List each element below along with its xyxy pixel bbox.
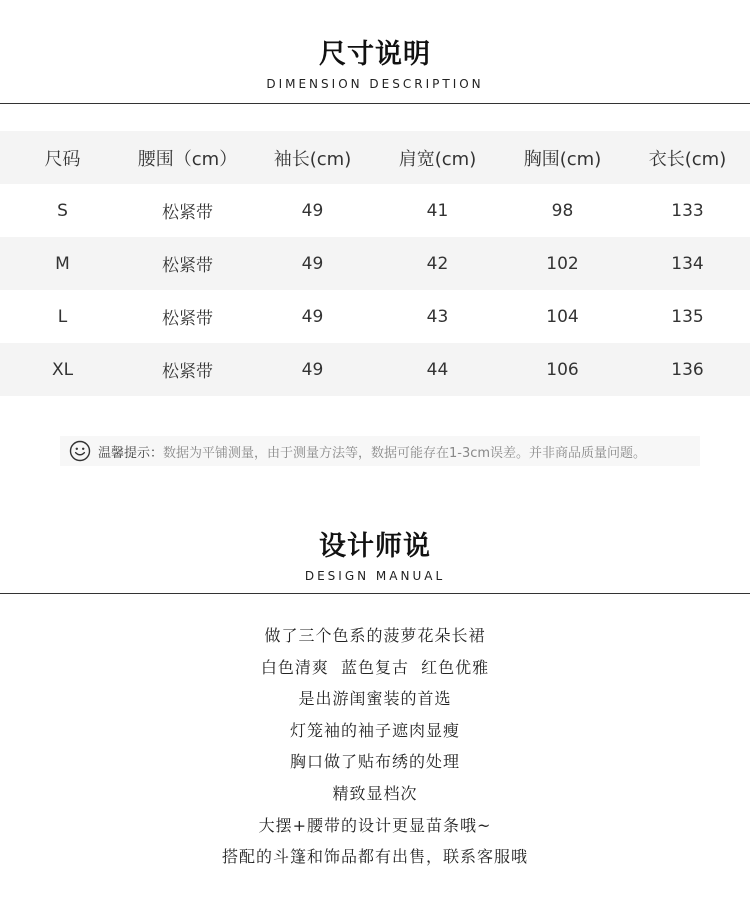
header-size: 尺码 (44, 148, 81, 170)
header-length: 衣长(cm) (648, 148, 727, 170)
cell-shoulder: 41 (426, 200, 449, 221)
cell-size: XL (51, 359, 74, 380)
cell-shoulder: 43 (426, 306, 449, 327)
cell-waist: 松紧带 (162, 203, 213, 223)
size-section-subtitle: DIMENSION DESCRIPTION (266, 77, 484, 91)
cell-shoulder: 44 (426, 359, 449, 380)
size-table-header-row (0, 131, 750, 184)
smiley-icon (66, 437, 94, 465)
measurement-tip (60, 436, 700, 466)
design-note-line: 做了三个色系的菠萝花朵长裙 (264, 626, 486, 645)
table-row (0, 343, 750, 396)
header-shoulder: 肩宽(cm) (398, 148, 477, 170)
table-row (0, 290, 750, 343)
cell-length: 134 (671, 253, 704, 274)
cell-length: 136 (671, 359, 704, 380)
size-section-header (0, 38, 750, 92)
cell-size: L (57, 306, 68, 327)
cell-length: 135 (671, 306, 704, 327)
cell-size: S (57, 200, 68, 221)
header-sleeve: 袖长(cm) (273, 148, 352, 170)
designer-section-title: 设计师说 (319, 531, 431, 562)
cell-chest: 104 (546, 306, 579, 327)
cell-waist: 松紧带 (162, 362, 213, 382)
tip-text: 数据为平铺测量，由于测量方法等，数据可能存在1-3cm误差。并非商品质量问题。 (163, 445, 647, 461)
table-row (0, 237, 750, 290)
cell-shoulder: 42 (426, 253, 449, 274)
size-table (0, 131, 750, 396)
design-notes (0, 620, 750, 873)
cell-waist: 松紧带 (162, 256, 213, 276)
designer-section-header (0, 530, 750, 584)
designer-section-subtitle: DESIGN MANUAL (304, 569, 446, 583)
design-note-line: 胸口做了贴布绣的处理 (289, 752, 460, 772)
design-note-line: 白色清爽 蓝色复古 红色优雅 (260, 657, 490, 677)
cell-size: M (55, 253, 70, 274)
cell-sleeve: 49 (301, 253, 324, 274)
cell-waist: 松紧带 (162, 309, 213, 329)
cell-chest: 98 (551, 200, 574, 221)
header-chest: 胸围(cm) (523, 148, 602, 170)
designer-section-divider (0, 593, 750, 594)
cell-length: 133 (671, 200, 704, 221)
header-waist: 腰围（cm） (137, 148, 238, 170)
cell-sleeve: 49 (301, 306, 324, 327)
size-section-title: 尺寸说明 (319, 39, 431, 70)
size-section-divider (0, 103, 750, 104)
table-row (0, 184, 750, 237)
design-note-line: 大摆+腰带的设计更显苗条哦~ (258, 815, 492, 835)
design-note-line: 是出游闺蜜装的首选 (298, 689, 452, 709)
cell-chest: 106 (546, 359, 579, 380)
design-note-line: 精致显档次 (332, 783, 418, 803)
cell-chest: 102 (546, 253, 579, 274)
design-note-line: 搭配的斗篷和饰品都有出售，联系客服哦 (221, 847, 528, 867)
cell-sleeve: 49 (301, 200, 324, 221)
design-note-line: 灯笼袖的袖子遮肉显瘦 (289, 720, 460, 740)
tip-label: 温馨提示： (98, 445, 164, 461)
cell-sleeve: 49 (301, 359, 324, 380)
